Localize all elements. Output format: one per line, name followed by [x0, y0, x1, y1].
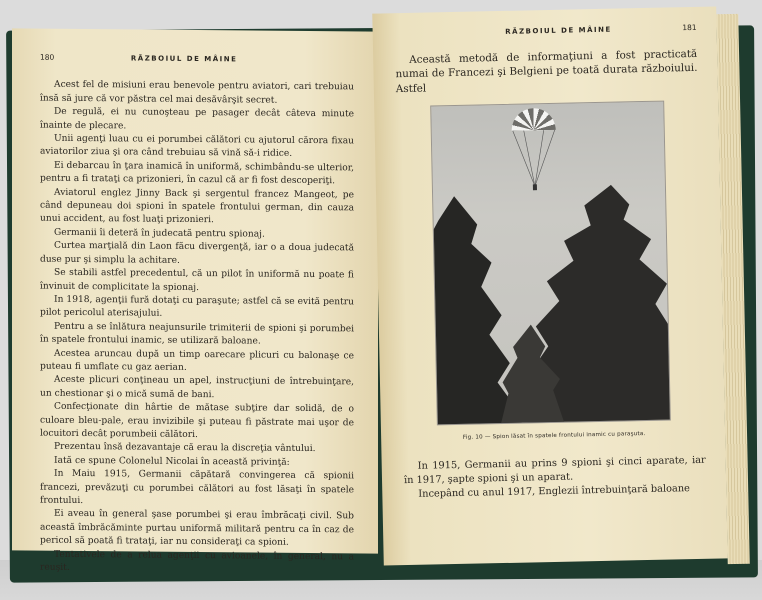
- paragraph: Confecţionate din hârtie de mătase subţire dar solidă, de o culoare bleu-pale, erau invizibile şi puteau fi păstrate mai uşor de locuitori decât porumbeii călători.: [40, 401, 354, 440]
- left-page: [12, 28, 378, 573]
- right-page: [372, 6, 727, 565]
- right-page-header: [395, 21, 697, 41]
- left-page-body: [40, 79, 354, 578]
- paragraph: Acestea aruncau după un timp oarecare plicuri cu balonaşe ce puteau fi umflate cu gaz aerian.: [40, 348, 354, 373]
- paragraph: Germanii îi deteră în judecată pentru spionaj.: [54, 227, 265, 240]
- paragraph: Aviatorul englez Jinny Back şi sergentul francez Mangeot, pe când depuneau doi spioni în spatele frontului german, din cauza unui accident, au fost luaţi prizonieri.: [40, 187, 354, 226]
- paragraph: In 1915, Germanii au prins 9 spioni şi cinci aparate, iar în 1917, şapte spioni şi un aparat.: [403, 454, 706, 487]
- left-running-head: RĂZBOIUL DE MÂINE: [130, 54, 238, 64]
- left-page-header: [40, 51, 354, 68]
- parachute-canopy: [511, 108, 555, 131]
- left-page-number: 180: [40, 52, 55, 62]
- paragraph: Incepând cu anul 1917, Englezii întrebuinţară baloane: [418, 483, 691, 501]
- paragraph: Unii agenţi luau cu ei porumbei călători cu ajutorul cărora fixau aviatorilor ziua şi ora când trebuiau să vină să-i ridice.: [40, 133, 354, 160]
- paragraph: Curtea marţială din Laon făcu divergenţă, iar o a doua judecată duse pur şi simplu la achitare.: [40, 241, 354, 266]
- parachute-photo: [430, 101, 671, 426]
- paragraph: Ei debarcau în ţara inamică în uniformă, schimbându-se ulterior, pentru a fi trataţi ca prizonieri, în cazul că ar fi fost descoperiţi.: [40, 160, 354, 187]
- intro-paragraph: Această metodă de informaţiuni a fost practicată numai de Francezi şi Belgieni pe toată durata războiului. Astfel: [395, 47, 698, 95]
- paragraph: Prezentau însă dezavantaje că erau la discreţia vântului.: [54, 442, 316, 455]
- paragraph: Tentativele de a relua agenţii cu avioanele, în general, nu a reuşit.: [40, 549, 354, 573]
- paragraph: Aceste plicuri conţineau un apel, instrucţiuni de întrebuinţare, un chestionar şi o mică sumă de bani.: [40, 375, 354, 400]
- paragraph: In 1918, agenţii fură dotaţi cu paraşute; astfel că se evită pentru pilot pericolul aterisajului.: [40, 294, 354, 320]
- paragraph: Iată ce spune Colonelul Nicolai în această privinţă:: [54, 455, 290, 468]
- paragraph: Pentru a se înlătura neajunsurile trimiterii de spioni şi porumbei în spatele frontului inamic, se utilizară baloane.: [40, 321, 354, 347]
- figure-caption: Fig. 10 — Spion lăsat în spatele frontului inamic cu paraşuta.: [462, 431, 646, 442]
- paragraph: De regulă, ei nu cunoşteau pe pasager decât câteva minute înainte de plecare.: [40, 106, 354, 132]
- paragraph: In Maiu 1915, Germanii căpătară convingerea că spionii francezi, prevăzuţi cu porumbei călători au fost lăsaţi în spatele frontului.: [40, 468, 354, 507]
- right-page-number: 181: [682, 22, 697, 33]
- paragraph: Ei aveau în general şase porumbei şi erau îmbrăcaţi civil. Sub această îmbrăcăminte purtau uniformă militară pentru ca în caz de pericol să poată fi trataţi, iar nu consideraţi ca spioni.: [40, 509, 354, 549]
- paragraph: Acest fel de misiuni erau benevole pentru aviatori, cari trebuiau însă să jure că vor păstra cel mai desăvârşit secret.: [40, 80, 354, 106]
- right-running-head: RĂZBOIUL DE MÂINE: [505, 25, 612, 36]
- paragraph: Se stabili astfel precedentul, că un pilot în uniformă nu poate fi învinuit de complicitate la spionaj.: [40, 267, 354, 293]
- parachute-lines: [512, 130, 557, 191]
